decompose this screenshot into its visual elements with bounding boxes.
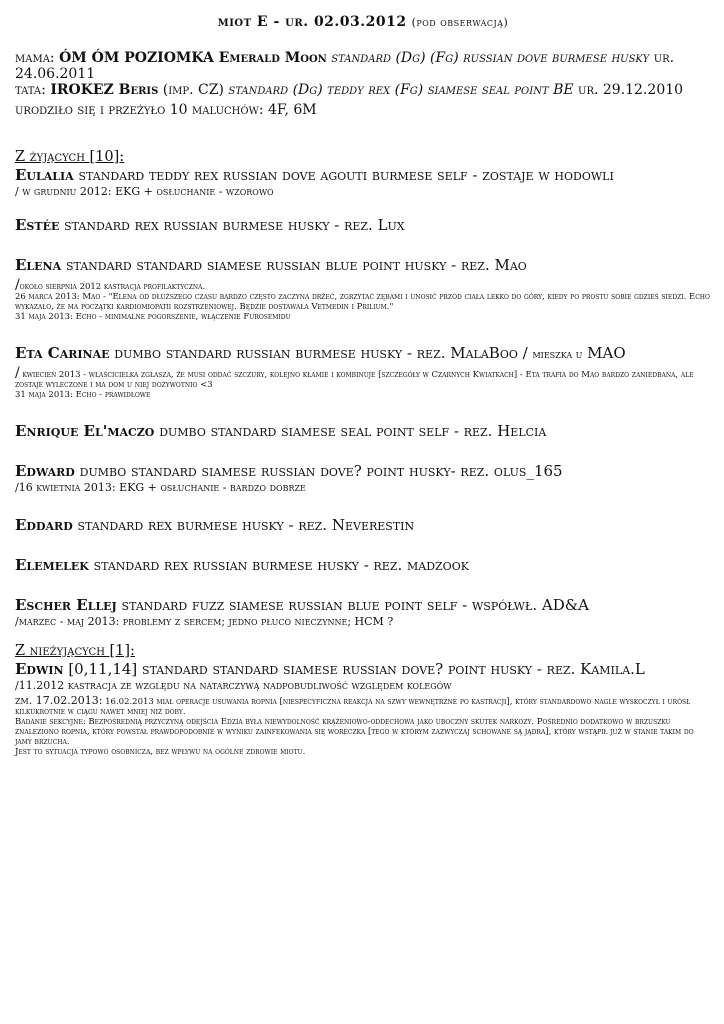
living-heading: Z żyjących [10]: (15, 149, 125, 165)
kit-note (15, 365, 711, 390)
kit-note: 26 marca 2013: Mao - "Elena od dłuższego czasu bardzo często zaczyna drżeć, zgrzytać zębami i unosić przód ciała lekko do góry, kiedy po prostu sobie gdzieś siedzi. Echo wykazało, że ma początki kardiomiopatii rozstrzeniowej. Będzie dostawała Vetmedin i Prilium." (15, 292, 710, 312)
kit-health-note: /16 kwietnia 2013: EKG + osłuchanie - bardzo dobrze (15, 481, 306, 494)
mother-birthdate: ur. 24.06.2011 (15, 50, 675, 82)
kit-entry-estee (15, 216, 711, 234)
kit-health-note: /11.2012 kastracja ze względu na natarczywą nadpobudliwość względem kolegów (15, 679, 452, 692)
kit-entry-eddard (15, 516, 711, 534)
father-line (15, 82, 711, 98)
kit-health-note: /marzec - maj 2013: problemy z sercem; jedno płuco nieczynne; HCM ? (15, 615, 394, 628)
father-label: tata: (15, 82, 46, 98)
kit-name: Eta Carinae (15, 344, 110, 362)
litter-summary: urodziło się i przeżyło 10 maluchów: 4F, 6M (15, 102, 317, 118)
father-birthdate: ur. 29.12.2010 (578, 82, 684, 98)
note-slash: / (15, 277, 20, 293)
father-description: standard (Dg) teddy rex (Fg) siamese seal point BE (228, 82, 574, 98)
kit-entry-edwin (15, 660, 711, 757)
father-name: IROKEZ Beris (50, 82, 159, 98)
death-note (15, 696, 711, 717)
document-page (15, 14, 711, 757)
litter-title: miot E - ur. 02.03.2012 (217, 14, 407, 30)
kit-name: Eddard (15, 516, 73, 534)
kit-entry-elena (15, 256, 711, 322)
closing-note: Jest to sytuacja typowo osobnicza, bez wpływu na ogólne zdrowie miotu. (15, 747, 306, 757)
father-origin: (imp. CZ) (162, 82, 224, 98)
kit-name: Estée (15, 216, 60, 234)
kit-entry-eta-carinae (15, 344, 711, 400)
mother-name: ÓM ÓM POZIOMKA Emerald Moon (59, 50, 327, 66)
kit-description: [0,11,14] standard standard siamese russian dove? point husky - rez. Kamila.L (68, 660, 645, 678)
kit-description: dumbo standard siamese russian dove? point husky- rez. olus_165 (79, 462, 563, 480)
kit-name: Edward (15, 462, 75, 480)
page-title (15, 14, 711, 30)
autopsy-note: Badanie sekcyjne: Bezpośrednią przyczyną odejścia Edzia była niewydolność krążeniowo-oddechowa jako uboczny skutek narkozy. Pośrednio dodatkowo w brzuszku znaleziono ropnia, który powstał prawdopodobnie w wyniku zainfekowania się woreczka [tego w którym zazwyczaj schowane są jądra], który wstąpił już w stanie takim do jamy brzucha. (15, 717, 694, 747)
kit-name: Edwin (15, 660, 64, 678)
kit-entry-eulalia (15, 166, 711, 198)
kit-description: standard rex burmese husky - rez. Neverestin (77, 516, 415, 534)
mother-description: standard (Dg) (Fg) russian dove burmese husky (331, 50, 650, 66)
mother-label: mama: (15, 50, 55, 66)
kit-description: standard rex russian burmese husky - rez. madzook (93, 556, 469, 574)
kit-name: Eulalia (15, 166, 74, 184)
kit-name: Escher Ellej (15, 596, 117, 614)
kit-description: dumbo standard russian burmese husky - rez. MalaBoo / (114, 344, 528, 362)
kit-description: standard fuzz siamese russian blue point self - współwł. AD&A (121, 596, 589, 614)
kit-name: Elena (15, 256, 62, 274)
kit-description: dumbo standard siamese seal point self - rez. Helcia (159, 422, 547, 440)
kit-name: Elemelek (15, 556, 89, 574)
kit-note (15, 277, 711, 293)
kit-entry-edward (15, 462, 711, 494)
kit-note: 31 maja 2013: Echo - prawidłowe (15, 390, 151, 400)
kit-residence-label: mieszka u (532, 348, 583, 361)
kit-entry-elemelek (15, 556, 711, 574)
deceased-heading: Z nieżyjących [1]: (15, 643, 135, 659)
kit-entry-escher-ellej (15, 596, 711, 628)
kit-note: 31 maja 2013: Echo - minimalne pogorszenie, włączenie Furosemidu (15, 312, 291, 322)
kit-description: standard standard siamese russian blue point husky - rez. Mao (65, 256, 527, 274)
kit-residence: MAO (587, 344, 626, 362)
kit-note-text: kwiecień 2013 - właścicielka zgłasza, że musi oddać szczury, kolejno kłamie i kombinuje [szczegóły w Czarnych Kwiatkach] - Eta trafia do Mao bardzo zaniedbana, ale zostaje wyleczone i ma dom u niej dożywotnio <3 (15, 370, 694, 390)
observation-note: (pod obserwacją) (411, 16, 509, 29)
kit-health-note: / w grudniu 2012: EKG + osłuchanie - wzorowo (15, 185, 274, 198)
death-date: zm. 17.02.2013: (15, 694, 103, 707)
kit-description: standard teddy rex russian dove agouti burmese self - zostaje w hodowli (78, 166, 614, 184)
kit-entry-enrique (15, 422, 711, 440)
kit-note-text: około sierpnia 2012 kastracja profilaktyczna. (19, 282, 206, 292)
kit-description: standard rex russian burmese husky - rez. Lux (64, 216, 405, 234)
kit-name: Enrique El'maczo (15, 422, 155, 440)
mother-line (15, 50, 711, 82)
death-text: 16.02.2013 miał operacje usuwania ropnia [niespecyficzna reakcja na szwy wewnętrzne po kastracji], który standardowo nagle wyskoczył i urósł kilkukrotnie w ciągu nawet mniej niż doby. (15, 697, 691, 717)
note-slash: / (15, 365, 20, 381)
